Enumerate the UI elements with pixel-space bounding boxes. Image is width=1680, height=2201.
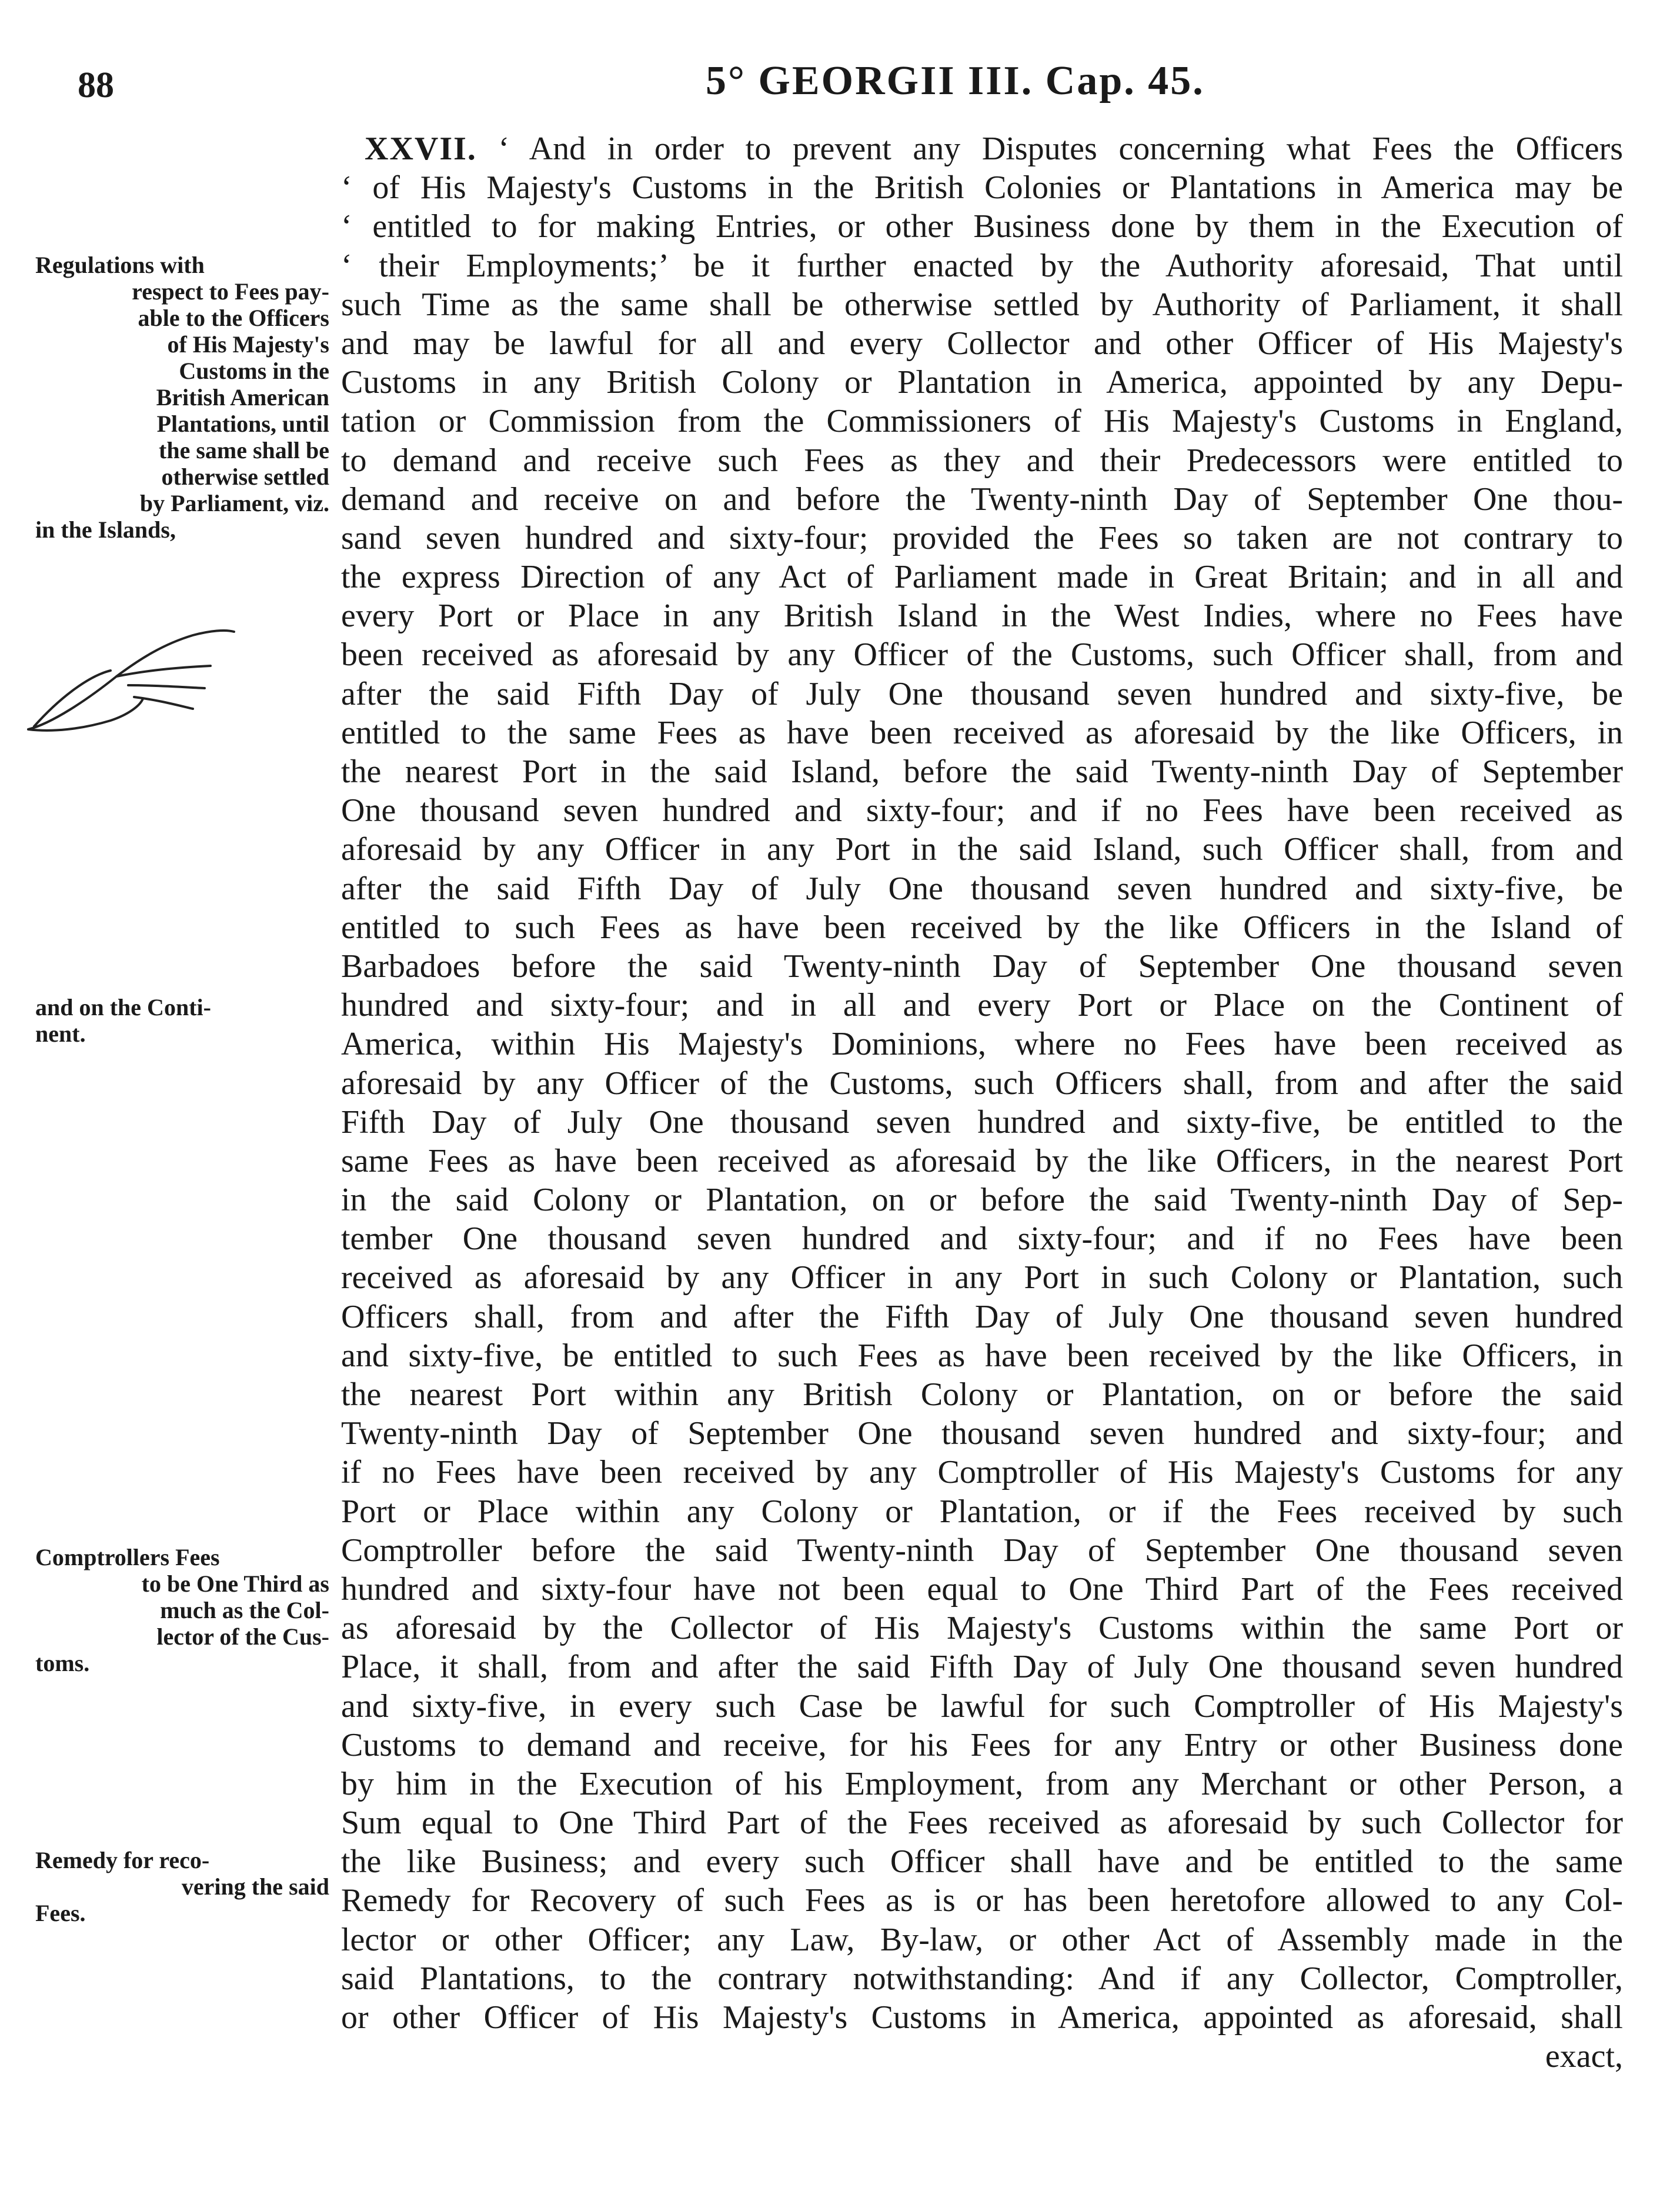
text-line-content: ‘ And in order to prevent any Disputes concerning what Fees the Officers (498, 131, 1624, 167)
text-line: by him in the Execution of his Employment, from any Merchant or other Person, a (341, 1765, 1623, 1802)
note-line: by Parliament, viz. (139, 490, 329, 516)
text-line: such Time as the same shall be otherwise settled by Authority of Parliament, it shall (341, 286, 1623, 323)
text-line: after the said Fifth Day of July One thousand seven hundred and sixty-five, be (341, 675, 1623, 712)
text-line: the nearest Port within any British Colony or Plantation, on or before the said (341, 1376, 1623, 1413)
note-line: able to the Officers (138, 305, 329, 331)
text-line: Port or Place within any Colony or Plantation, or if the Fees received by such (341, 1493, 1623, 1530)
text-line: the like Business; and every such Officer shall have and be entitled to the same (341, 1843, 1623, 1880)
text-line: demand and receive on and before the Twenty-ninth Day of September One thou- (341, 481, 1623, 518)
note-line: and on the Conti- (35, 994, 211, 1021)
text-line: after the said Fifth Day of July One thousand seven hundred and sixty-five, be (341, 870, 1623, 907)
text-line: the nearest Port in the said Island, before the said Twenty-ninth Day of September (341, 753, 1623, 790)
margin-note-regulations (35, 252, 329, 543)
margin-note-comptrollers (35, 1544, 329, 1676)
text-line: entitled to the same Fees as have been received as aforesaid by the like Officers, in (341, 714, 1623, 751)
note-line: respect to Fees pay- (132, 278, 329, 305)
note-line: to be One Third as (141, 1570, 329, 1597)
section-number: XXVII. (365, 131, 477, 167)
note-line: nent. (35, 1021, 86, 1047)
note-line: much as the Col- (160, 1597, 329, 1623)
text-line: in the said Colony or Plantation, on or before the said Twenty-ninth Day of Sep- (341, 1182, 1623, 1219)
text-line: sand seven hundred and sixty-four; provided the Fees so taken are not contrary to (341, 519, 1623, 556)
text-line: been received as aforesaid by any Officer of the Customs, such Officer shall, from and (341, 636, 1623, 673)
text-line: Customs to demand and receive, for his Fees for any Entry or other Business done (341, 1726, 1623, 1763)
text-line: ‘ their Employments;’ be it further enacted by the Authority aforesaid, That until (341, 247, 1623, 284)
text-line: lector or other Officer; any Law, By-law, or other Act of Assembly made in the (341, 1921, 1623, 1958)
text-line: aforesaid by any Officer in any Port in the said Island, such Officer shall, from and (341, 831, 1623, 868)
note-line: lector of the Cus- (156, 1623, 329, 1650)
text-line: the express Direction of any Act of Parliament made in Great Britain; and in all and (341, 559, 1623, 596)
note-line: vering the said (181, 1873, 329, 1900)
text-line: ‘ entitled to for making Entries, or other Business done by them in the Execution of (341, 208, 1623, 245)
note-line: Remedy for reco- (35, 1847, 210, 1873)
note-line: Customs in the (179, 358, 329, 384)
text-line: and sixty-five, in every such Case be lawful for such Comptroller of His Majesty's (341, 1688, 1623, 1725)
text-line: received as aforesaid by any Officer in any Port in such Colony or Plantation, such (341, 1259, 1623, 1296)
text-line: and may be lawful for all and every Collector and other Officer of His Majesty's (341, 325, 1623, 362)
page-number: 88 (78, 65, 114, 105)
running-title: 5° GEORGII III. Cap. 45. (706, 58, 1205, 104)
text-line: hundred and sixty-four; and in all and every Port or Place on the Continent of (341, 987, 1623, 1024)
section-xxvii-text (341, 129, 1623, 2076)
text-line: if no Fees have been received by any Comptroller of His Majesty's Customs for any (341, 1454, 1623, 1491)
text-line: aforesaid by any Officer of the Customs, such Officers shall, from and after the said (341, 1065, 1623, 1102)
note-line: otherwise settled (161, 463, 329, 490)
text-line: every Port or Place in any British Island in the West Indies, where no Fees have (341, 598, 1623, 635)
note-line: British American (156, 384, 329, 411)
margin-note-continent (35, 994, 329, 1047)
text-line: Place, it shall, from and after the said Fifth Day of July One thousand seven hundred (341, 1649, 1623, 1686)
text-line (341, 129, 1623, 168)
text-line: Twenty-ninth Day of September One thousand seven hundred and sixty-four; and (341, 1415, 1623, 1452)
note-line: Comptrollers Fees (35, 1544, 220, 1570)
text-line: Fifth Day of July One thousand seven hundred and sixty-five, be entitled to the (341, 1103, 1623, 1140)
text-line: same Fees as have been received as aforesaid by the like Officers, in the nearest Port (341, 1142, 1623, 1179)
margin-note-remedy (35, 1847, 329, 1926)
page-header (0, 52, 1680, 116)
note-line: Regulations with (35, 252, 205, 278)
text-line: One thousand seven hundred and sixty-four; and if no Fees have been received as (341, 792, 1623, 829)
text-line: to demand and receive such Fees as they and their Predecessors were entitled to (341, 442, 1623, 479)
note-line: the same shall be (159, 437, 329, 463)
text-line: said Plantations, to the contrary notwithstanding: And if any Collector, Comptroller, (341, 1960, 1623, 1997)
text-line: ‘ of His Majesty's Customs in the British Colonies or Plantations in America may be (341, 169, 1623, 206)
text-line: Officers shall, from and after the Fifth Day of July One thousand seven hundred (341, 1298, 1623, 1335)
note-line: of His Majesty's (167, 331, 329, 358)
text-line: tation or Commission from the Commissioners of His Majesty's Customs in England, (341, 403, 1623, 440)
manicule-hand-icon (16, 612, 240, 741)
text-line: and sixty-five, be entitled to such Fees as have been received by the like Officers, in (341, 1337, 1623, 1374)
text-line: Barbadoes before the said Twenty-ninth Day of September One thousand seven (341, 948, 1623, 985)
text-line: hundred and sixty-four have not been equal to One Third Part of the Fees received (341, 1570, 1623, 1608)
note-line: Plantations, until (156, 411, 329, 437)
text-line: Remedy for Recovery of such Fees as is or has been heretofore allowed to any Col- (341, 1882, 1623, 1919)
text-line: America, within His Majesty's Dominions, where no Fees have been received as (341, 1026, 1623, 1063)
text-line: Sum equal to One Third Part of the Fees received as aforesaid by such Collector for (341, 1805, 1623, 1842)
note-line: toms. (35, 1650, 90, 1676)
text-line: Customs in any British Colony or Plantation in America, appointed by any Depu- (341, 364, 1623, 401)
text-line: or other Officer of His Majesty's Customs in America, appointed as aforesaid, shall (341, 1999, 1623, 2036)
catchword: exact, (1545, 2038, 1623, 2075)
text-line: entitled to such Fees as have been received by the like Officers in the Island of (341, 909, 1623, 946)
text-line: tember One thousand seven hundred and sixty-four; and if no Fees have been (341, 1220, 1623, 1258)
text-line: as aforesaid by the Collector of His Majesty's Customs within the same Port or (341, 1610, 1623, 1647)
note-line: Fees. (35, 1900, 86, 1926)
note-line: in the Islands, (35, 516, 176, 543)
text-line: Comptroller before the said Twenty-ninth Day of September One thousand seven (341, 1532, 1623, 1569)
